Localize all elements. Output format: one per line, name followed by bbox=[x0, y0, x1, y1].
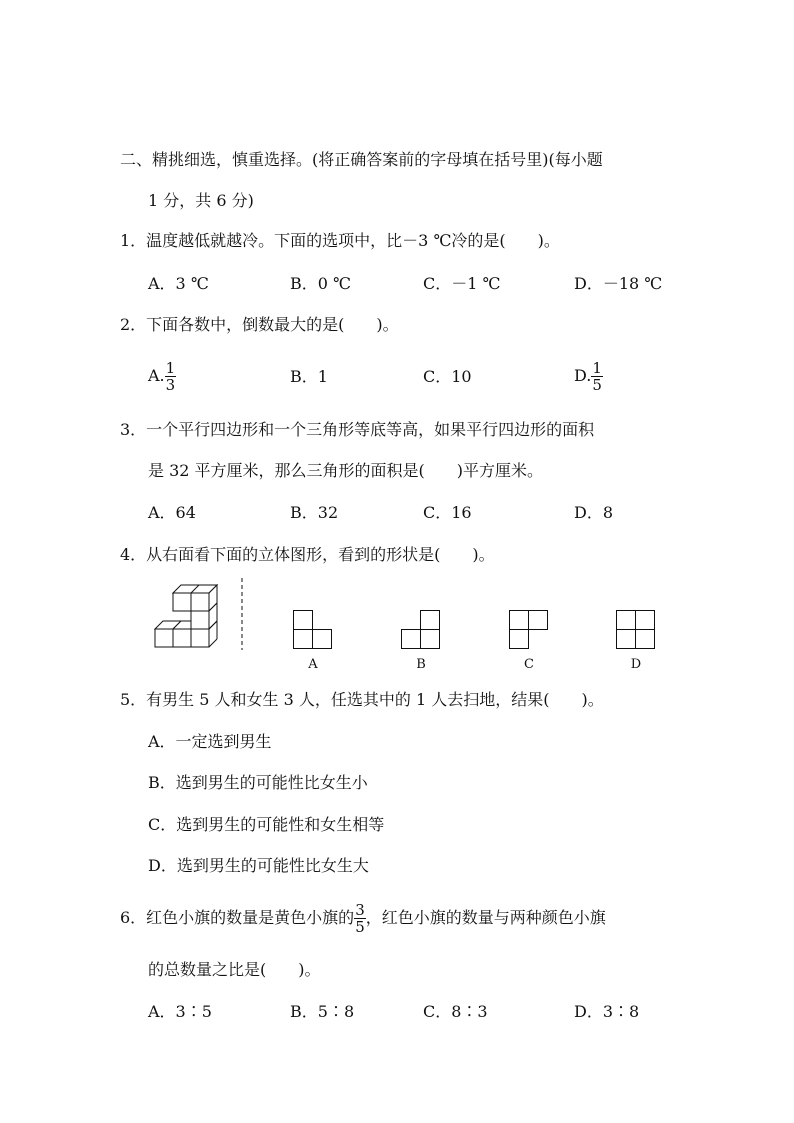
view-label-c: C bbox=[524, 657, 534, 672]
question-2-option-a bbox=[148, 356, 176, 396]
option-a-prefix: A. bbox=[148, 366, 165, 385]
question-3-stem-line-2: 是 32 平方厘米，那么三角形的面积是( )平方厘米。 bbox=[148, 461, 544, 480]
view-shape-c bbox=[509, 610, 551, 652]
question-3-option-a: A．64 bbox=[148, 503, 196, 522]
question-2-option-c: C．10 bbox=[423, 367, 472, 386]
question-2-option-d bbox=[574, 356, 603, 396]
question-6-option-b: B．5∶8 bbox=[290, 1002, 355, 1021]
view-label-d: D bbox=[630, 657, 642, 672]
question-1-option-b: B．0 ℃ bbox=[290, 274, 351, 293]
question-3-option-d: D．8 bbox=[574, 503, 614, 522]
question-6-stem-line-1 bbox=[120, 898, 606, 938]
question-5-option-b: B．选到男生的可能性比女生小 bbox=[148, 773, 368, 792]
section-title-continued: 1 分，共 6 分) bbox=[148, 191, 254, 210]
question-5-option-d: D．选到男生的可能性比女生大 bbox=[148, 856, 369, 875]
question-1-option-d: D．－18 ℃ bbox=[574, 274, 663, 293]
question-4-stem: 4．从右面看下面的立体图形，看到的形状是( )。 bbox=[120, 545, 495, 564]
view-label-a: A bbox=[308, 657, 318, 672]
question-3-option-b: B．32 bbox=[290, 503, 339, 522]
option-d-prefix: D. bbox=[574, 366, 592, 385]
view-shape-a bbox=[293, 610, 335, 652]
fraction-denominator: 3 bbox=[165, 376, 176, 394]
question-5-option-c: C．选到男生的可能性和女生相等 bbox=[148, 815, 385, 834]
question-5-stem: 5．有男生 5 人和女生 3 人，任选其中的 1 人去扫地，结果( )。 bbox=[120, 690, 604, 709]
fraction-one-third bbox=[165, 360, 177, 393]
stem-before-fraction: 6．红色小旗的数量是黄色小旗的 bbox=[120, 908, 355, 927]
question-5-option-a: A．一定选到男生 bbox=[148, 732, 272, 751]
fraction-one-fifth bbox=[591, 360, 603, 393]
view-shape-d bbox=[616, 610, 658, 652]
question-1-stem: 1．温度越低就越冷。下面的选项中，比－3 ℃冷的是( )。 bbox=[120, 231, 560, 250]
question-1-option-a: A．3 ℃ bbox=[148, 274, 209, 293]
fraction-denominator: 5 bbox=[592, 376, 602, 394]
fraction-numerator: 1 bbox=[592, 359, 602, 377]
question-1-option-c: C．－1 ℃ bbox=[423, 274, 501, 293]
fraction-numerator: 1 bbox=[165, 359, 176, 377]
question-6-stem-line-2: 的总数量之比是( )。 bbox=[148, 960, 321, 979]
cube-solid-figure bbox=[155, 585, 225, 655]
question-6-option-c: C．8∶3 bbox=[423, 1002, 488, 1021]
question-2-option-b: B．1 bbox=[290, 367, 328, 386]
question-6-option-a: A．3∶5 bbox=[148, 1002, 212, 1021]
view-shape-b bbox=[401, 610, 443, 652]
dashed-separator bbox=[240, 578, 244, 650]
view-label-b: B bbox=[416, 657, 426, 672]
question-3-option-c: C．16 bbox=[423, 503, 472, 522]
question-6-option-d: D．3∶8 bbox=[574, 1002, 640, 1021]
stem-after-fraction: ，红色小旗的数量与两种颜色小旗 bbox=[365, 908, 606, 927]
section-title: 二、精挑细选，慎重选择。(将正确答案前的字母填在括号里)(每小题 bbox=[120, 150, 603, 169]
question-3-stem-line-1: 3．一个平行四边形和一个三角形等底等高，如果平行四边形的面积 bbox=[120, 420, 595, 439]
question-2-stem: 2．下面各数中，倒数最大的是( )。 bbox=[120, 315, 399, 334]
fraction-denominator: 5 bbox=[355, 918, 365, 936]
fraction-three-fifths bbox=[354, 902, 366, 935]
fraction-numerator: 3 bbox=[355, 901, 365, 919]
